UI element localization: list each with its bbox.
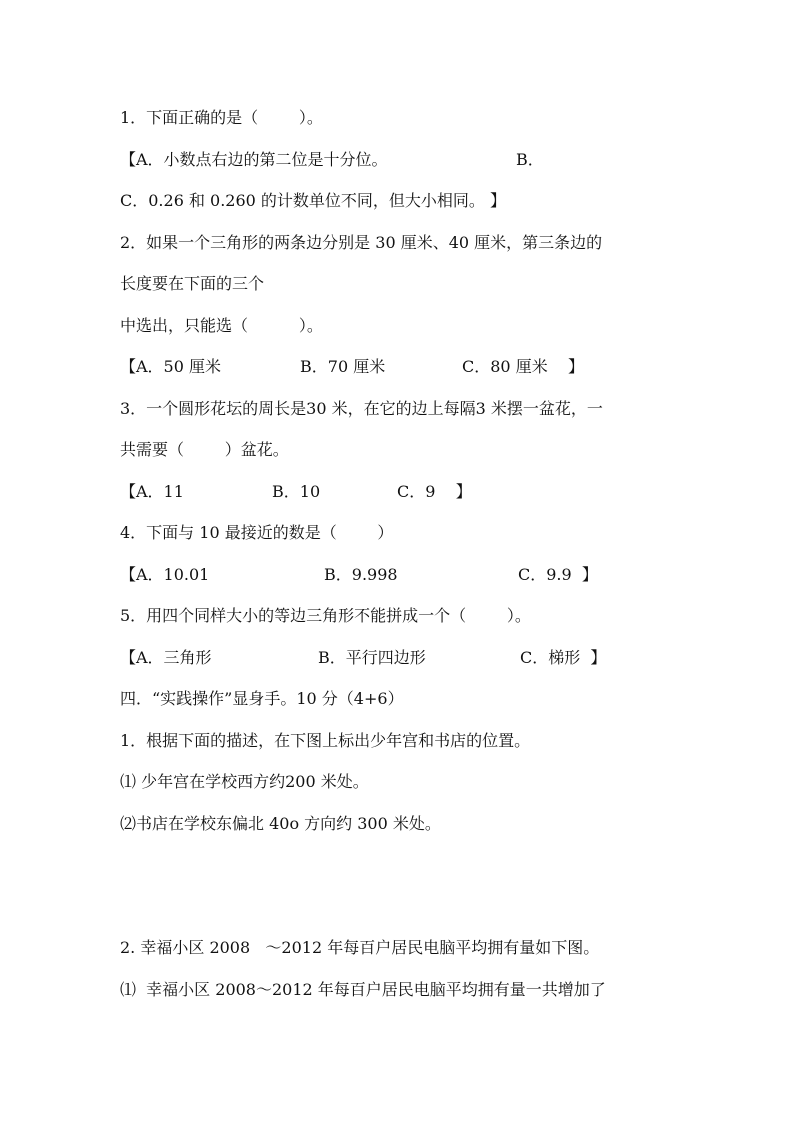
- section4-problem2-part1: ⑴ 幸福小区 2008～2012 年每百户居民电脑平均拥有量一共增加了: [120, 980, 606, 999]
- q4-option-a: 【A．10.01: [120, 565, 210, 584]
- q5-option-a: 【A．三角形: [120, 648, 212, 667]
- q4-stem: 4．下面与 10 最接近的数是（ ）: [120, 523, 394, 542]
- q3-option-b: B．10: [272, 482, 321, 501]
- section4-problem1-stem: 1．根据下面的描述，在下图上标出少年宫和书店的位置。: [120, 731, 531, 750]
- q5-stem: 5．用四个同样大小的等边三角形不能拼成一个（ ）。: [120, 606, 531, 625]
- section4-heading: 四．“实践操作”显身手。10 分（4+6）: [120, 689, 404, 708]
- q3-option-a: 【A．11: [120, 482, 184, 501]
- q4-option-b: B．9.998: [324, 565, 398, 584]
- q5-option-c: C．梯形 】: [520, 648, 607, 667]
- q2-stem-line3: 中选出，只能选（ ）。: [120, 316, 323, 335]
- section4-problem1-part1: ⑴ 少年宫在学校西方约200 米处。: [120, 772, 369, 791]
- q2-option-a: 【A．50 厘米: [120, 357, 222, 376]
- section4-problem2-stem: 2. 幸福小区 2008 ～2012 年每百户居民电脑平均拥有量如下图。: [120, 938, 600, 957]
- q1-option-a: 【A．小数点右边的第二位是十分位。: [120, 150, 388, 169]
- q1-stem: 1．下面正确的是（ ）。: [120, 108, 323, 127]
- q3-stem-line1: 3．一个圆形花坛的周长是30 米，在它的边上每隔3 米摆一盆花，一: [120, 399, 603, 418]
- q2-stem-line2: 长度要在下面的三个: [120, 274, 265, 293]
- q3-stem-line2: 共需要（ ）盆花。: [120, 440, 289, 459]
- q2-option-c: C．80 厘米 】: [462, 357, 585, 376]
- q1-option-b: B．: [516, 150, 544, 169]
- q2-stem-line1: 2．如果一个三角形的两条边分别是 30 厘米、40 厘米，第三条边的: [120, 233, 603, 252]
- q4-option-c: C．9.9 】: [518, 565, 598, 584]
- q5-option-b: B．平行四边形: [318, 648, 426, 667]
- q3-option-c: C．9 】: [397, 482, 472, 501]
- q1-option-c: C．0.26 和 0.260 的计数单位不同，但大小相同。 】: [120, 191, 507, 210]
- q2-option-b: B．70 厘米: [300, 357, 386, 376]
- section4-problem1-part2: ⑵书店在学校东偏北 40o 方向约 300 米处。: [120, 814, 441, 833]
